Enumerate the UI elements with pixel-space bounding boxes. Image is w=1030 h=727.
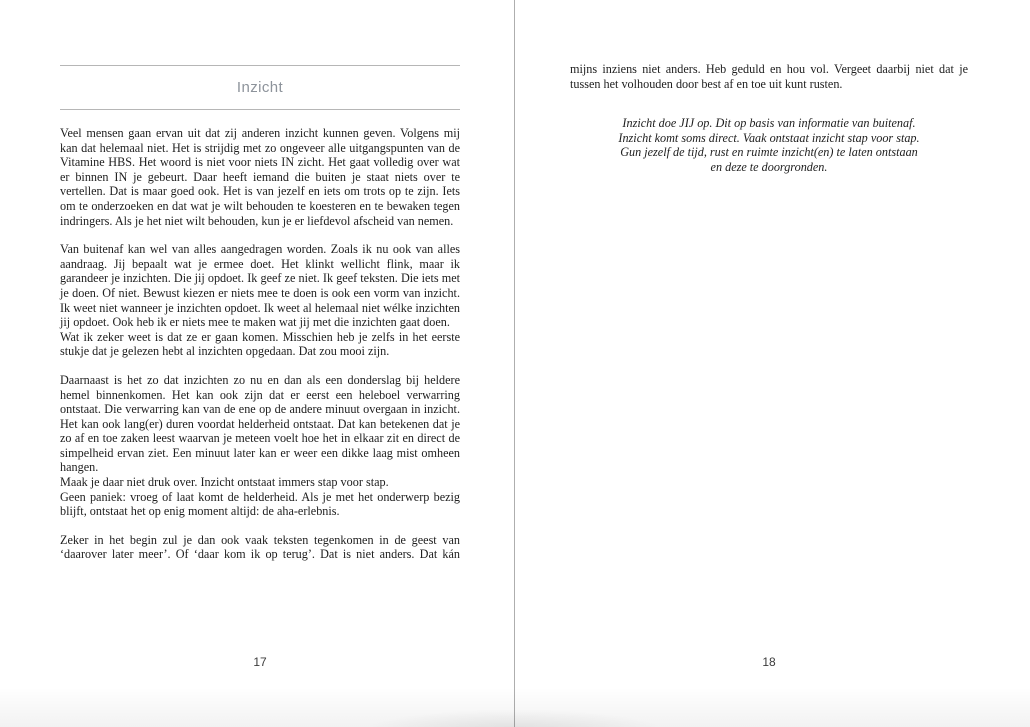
page-number-left: 17 [253,655,267,669]
chapter-title: Inzicht [236,79,284,96]
page-right [570,0,968,727]
paragraph: Daarnaast is het zo dat inzichten zo nu en dan als een donderslag bij heldere hemel binnenkomen. Het kan ook zijn dat er eerst een heleboel verwarring ontstaat. Die verwarring kan van de ene op de andere minuut overgaan in inzicht. Het kan ook lang(er) duren voordat helderheid ontstaat. Dat kan betekenen dat je zo af en toe zaken leest waarvan je meteen voelt hoe het in elkaar zit en direct de simpelheid ervan ziet. Een minuut later kan er weer een dikke laag mist omheen hangen. [60,372,460,475]
paragraph: Geen paniek: vroeg of laat komt de helderheid. Als je met het onderwerp bezig blijft, ontstaat het op enig moment altijd: de aha-erlebnis. [60,489,460,519]
paragraph: Wat ik zeker weet is dat ze er gaan komen. Misschien heb je zelfs in het eerste stukje dat je gelezen hebt al inzichten opgedaan. Dat zou mooi zijn. [60,329,460,359]
page-number-right: 18 [762,655,776,669]
right-page-body [570,62,968,91]
page-left [60,0,460,727]
spine-divider [514,0,515,727]
paragraph: Maak je daar niet druk over. Inzicht ontstaat immers stap voor stap. [60,475,389,490]
left-page-body [60,126,460,562]
aphorism-block [570,116,968,174]
aphorism-line: Inzicht komt soms direct. Vaak ontstaat inzicht stap voor stap. [618,130,920,145]
aphorism-line: Inzicht doe JIJ op. Dit op basis van informatie van buitenaf. [622,116,916,131]
paragraph: Veel mensen gaan ervan uit dat zij anderen inzicht kunnen geven. Volgens mij kan dat helemaal niet. Het is strijdig met zo ongeveer alle uitgangspunten van de Vitamine HBS. Het woord is niet voor niets IN zicht. Het gaat volledig over wat er binnen IN je gebeurt. Daar heeft iemand die buiten je staat niets over te vertellen. Dat is maar goed ook. Het is van jezelf en iets om trots op te zijn. Iets om te onderzoeken en dat wat je wilt behouden te koesteren en te bewaken tegen indringers. Als je het niet wilt behouden, kun je er liefdevol afscheid van nemen. [60,126,460,228]
paragraph: Zeker in het begin zul je dan ook vaak teksten tegenkomen in de geest van ‘daarover later meer’. Of ‘daar kom ik op terug’. Dat is niet anders. Dat kán [60,532,460,562]
paragraph: Van buitenaf kan wel van alles aangedragen worden. Zoals ik nu ook van alles aandraag. Jij bepaalt wat je ermee doet. Het klinkt wellicht flink, maar ik garandeer je inzichten. Die jij opdoet. Ik geef ze niet. Ik geef teksten. Die iets met je doen. Of niet. Bewust kiezen er niets mee te doen is ook een vorm van inzicht. Ik weet niet wanneer je inzichten opdoet. Ik weet al helemaal niet wélke inzichten jij opdoet. Ook heb ik er niets mee te maken wat jij met die inzichten gaat doen. [60,242,460,330]
aphorism-line: en deze te doorgronden. [710,159,828,174]
aphorism-line: Gun jezelf de tijd, rust en ruimte inzicht(en) te laten ontstaan [620,145,918,160]
paragraph: mijns inziens niet anders. Heb geduld en hou vol. Vergeet daarbij niet dat je tussen het volhouden door best af en toe uit kunt rusten. [570,62,968,91]
chapter-header [60,65,460,110]
